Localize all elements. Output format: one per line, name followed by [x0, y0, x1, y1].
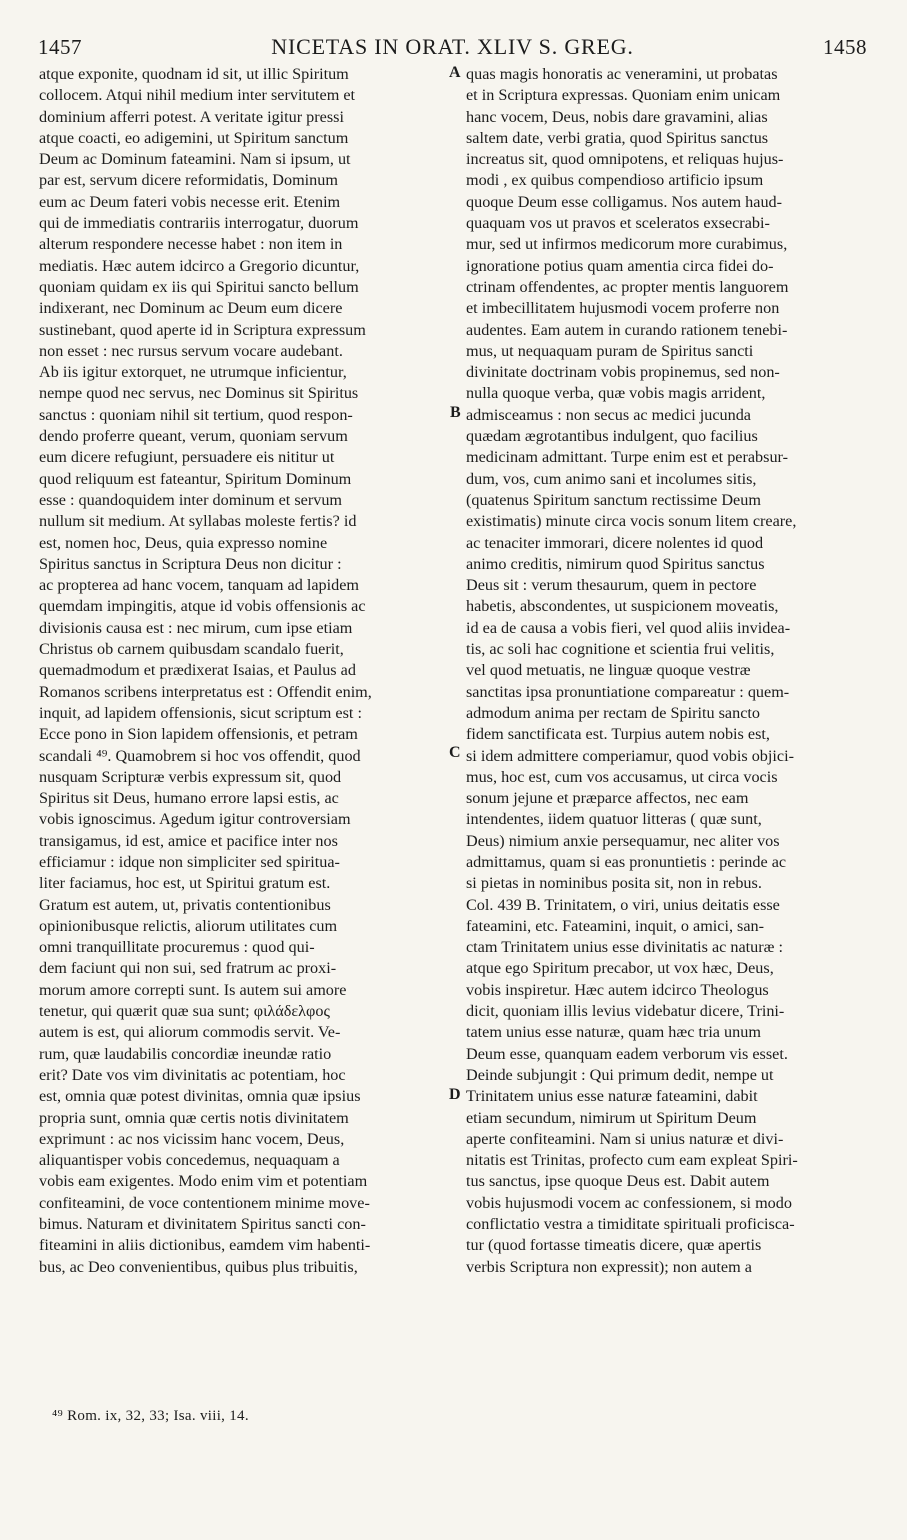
- text-line: aliquantisper vobis concedemus, nequaquam a: [39, 1151, 340, 1170]
- text-line: Deum ac Dominum fateamini. Nam si ipsum, ut: [39, 150, 351, 169]
- text-line: scandali ⁴⁹. Quamobrem si hoc vos offendit, quod: [39, 746, 361, 765]
- text-line: autem is est, qui aliorum commodis servit. Ve-: [39, 1023, 341, 1042]
- text-line: sonum jejune et præparce affectos, nec eam: [466, 789, 749, 808]
- text-line: esse : quandoquidem inter dominum et servum: [39, 490, 343, 509]
- text-line: morum amore correpti sunt. Is autem sui amore: [39, 980, 347, 999]
- text-line: Christus ob carnem quibusdam scandalo fuerit,: [39, 640, 344, 659]
- section-marker-c: C: [449, 744, 461, 761]
- text-line: Deus sit : verum thesaurum, quem in pectore: [466, 576, 757, 595]
- text-line: divinitate doctrinam vobis propinemus, sed non-: [466, 363, 780, 382]
- text-line: sanctus : quoniam nihil sit tertium, quod respon-: [39, 405, 353, 424]
- text-line: nempe quod nec servus, nec Dominus sit Spiritus: [39, 384, 359, 403]
- text-line: nusquam Scripturæ verbis expressum sit, quod: [39, 767, 342, 786]
- text-line: bimus. Naturam et divinitatem Spiritus sancti con-: [39, 1215, 366, 1234]
- text-line: propria sunt, omnia quæ certis notis divinitatem: [39, 1108, 349, 1127]
- text-line: ctrinam offendentes, ac propter mentis languorem: [466, 277, 789, 296]
- footnote: ⁴⁹ Rom. ix, 32, 33; Isa. viii, 14.: [52, 1408, 249, 1424]
- text-line: id ea de causa a vobis fieri, vel quod aliis invidea-: [466, 618, 791, 637]
- text-line: nulla quoque verba, quæ vobis magis arrident,: [466, 384, 766, 403]
- text-line: sustinebant, quod aperte id in Scriptura expressum: [39, 320, 366, 339]
- text-line: medicinam admittant. Turpe enim est et perabsur-: [466, 448, 789, 467]
- text-line: eum ac Deum fateri vobis necesse erit. Etenim: [39, 192, 341, 211]
- text-line: Deinde subjungit : Qui primum dedit, nempe ut: [466, 1065, 774, 1084]
- text-line: efficiamur : idque non simpliciter sed spiritua-: [39, 852, 340, 871]
- text-line: transigamus, id est, amice et pacifice inter nos: [39, 831, 338, 850]
- text-line: dendo proferre queant, verum, quoniam servum: [39, 427, 348, 446]
- text-line: tus sanctus, ipse quoque Deus est. Dabit autem: [466, 1172, 770, 1191]
- text-line: mediatis. Hæc autem idcirco a Gregorio dicuntur,: [39, 256, 360, 275]
- text-line: fiteamini in aliis dictionibus, eamdem vim habenti-: [39, 1236, 371, 1255]
- text-line: admodum anima per rectam de Spiritu sancto: [466, 703, 760, 722]
- text-line: admisceamus : non secus ac medici jucunda: [466, 405, 751, 424]
- text-line: alterum respondere necesse habet : non item in: [39, 235, 343, 254]
- text-line: quod reliquum est fateantur, Spiritum Dominum: [39, 469, 352, 488]
- text-line: increatus sit, quod omnipotens, et reliquas hujus-: [466, 150, 784, 169]
- text-line: vobis hujusmodi vocem ac confessionem, si modo: [466, 1193, 792, 1212]
- text-line: tis, ac soli hac cognitione et scientia frui velitis,: [466, 640, 775, 659]
- text-line: omni tranquillitate procuremus : quod qui-: [39, 938, 315, 957]
- text-line: tatem unius esse naturæ, quam hæc tria unum: [466, 1023, 761, 1042]
- text-line: Ab iis igitur extorquet, ne utrumque inficientur,: [39, 363, 347, 382]
- text-line: dominium afferri potest. A veritate igitur pressi: [39, 107, 344, 126]
- text-line: quemadmodum et prædixerat Isaias, et Paulus ad: [39, 661, 356, 680]
- text-line: tenetur, qui quærit quæ sua sunt; φιλάδελφος: [39, 1002, 330, 1021]
- text-line: et imbecillitatem hujusmodi vocem proferre non: [466, 299, 780, 318]
- text-line: admittamus, quam si eas pronuntietis : perinde ac: [466, 852, 787, 871]
- text-line: nullum sit medium. At syllabas moleste fertis? id: [39, 512, 357, 531]
- text-line: liter faciamus, hoc est, ut Spiritui gratum est.: [39, 874, 331, 893]
- text-line: dum, vos, cum animo sani et incolumes sitis,: [466, 469, 757, 488]
- text-line: Deum esse, quanquam eadem verborum vis esset.: [466, 1044, 788, 1063]
- left-column: [39, 64, 444, 1278]
- text-line: mur, sed ut infirmos medicorum more curabimus,: [466, 235, 788, 254]
- text-line: opinionibusque relictis, aliorum utilitates cum: [39, 916, 338, 935]
- text-line: indixerant, nec Dominum ac Deum eum dicere: [39, 299, 343, 318]
- text-line: vobis ignoscimus. Agedum igitur controversiam: [39, 810, 351, 829]
- text-line: atque exponite, quodnam id sit, ut illic Spiritum: [39, 65, 349, 83]
- text-line: existimatis) minute circa vocis sonum litem creare,: [466, 512, 797, 531]
- text-line: nitatis est Trinitas, profecto cum eam expleat Spiri-: [466, 1151, 798, 1170]
- text-line: collocem. Atqui nihil medium inter servitutem et: [39, 86, 356, 105]
- text-line: quaquam vos ut pravos et sceleratos exsecrabi-: [466, 214, 770, 233]
- text-line: exprimunt : ac nos vicissim hanc vocem, Deus,: [39, 1129, 345, 1148]
- text-line: Spiritus sit Deus, humano errore lapsi estis, ac: [39, 789, 339, 808]
- text-line: confiteamini, de voce contentionem minime move-: [39, 1193, 370, 1212]
- text-line: et in Scriptura expressas. Quoniam enim unicam: [466, 86, 781, 105]
- text-line: hanc vocem, Deus, nobis dare gravamini, alias: [466, 107, 768, 126]
- text-line: saltem date, verbi gratia, quod Spiritus sanctus: [466, 128, 769, 147]
- text-line: ignoratione potius quam amentia circa fidei do-: [466, 256, 774, 275]
- text-line: eum dicere refugiunt, persuadere eis nititur ut: [39, 448, 335, 467]
- section-marker-d: D: [449, 1086, 461, 1103]
- text-line: quoniam quidam ex iis qui Spiritui sancto bellum: [39, 277, 359, 296]
- text-line: si idem admittere comperiamur, quod vobis objici-: [466, 746, 794, 765]
- section-marker-b: B: [450, 404, 461, 421]
- text-line: dicit, quoniam illis levius videbatur dicere, Trini-: [466, 1002, 785, 1021]
- text-line: Trinitatem unius esse naturæ fateamini, dabit: [466, 1087, 758, 1106]
- text-line: dem faciunt qui non sui, sed fratrum ac proxi-: [39, 959, 337, 978]
- text-line: divisionis causa est : nec mirum, cum ipse etiam: [39, 618, 353, 637]
- text-line: quemdam impingitis, atque id vobis offensionis ac: [39, 597, 366, 616]
- running-title: NICETAS IN ORAT. XLIV S. GREG.: [271, 34, 634, 59]
- text-line: modi , ex quibus compendioso artificio ipsum: [466, 171, 764, 190]
- text-line: animo creditis, nimirum quod Spiritus sanctus: [466, 554, 765, 573]
- right-page-number: 1458: [822, 35, 867, 59]
- text-line: tur (quod fortasse timeatis dicere, quæ apertis: [466, 1236, 762, 1255]
- text-line: erit? Date vos vim divinitatis ac potentiam, hoc: [39, 1065, 346, 1084]
- text-line: sanctitas ipsa pronuntiatione compareatur : quem-: [466, 682, 790, 701]
- text-line: mus, ut nequaquam puram de Spiritus sancti: [466, 341, 754, 360]
- text-line: verbis Scriptura non expressit); non autem a: [466, 1257, 752, 1276]
- text-line: qui de immediatis contrariis interrogatur, duorum: [39, 214, 359, 233]
- text-line: quas magis honoratis ac veneramini, ut probatas: [466, 65, 778, 83]
- text-line: Gratum est autem, ut, privatis contentionibus: [39, 895, 331, 914]
- text-line: mus, hoc est, cum vos accusamus, ut circa vocis: [466, 767, 778, 786]
- text-line: vel quod metuatis, ne linguæ quoque vestræ: [466, 661, 751, 680]
- text-line: ac tenaciter immorari, dicere nolentes id quod: [466, 533, 764, 552]
- page-header: [38, 34, 867, 64]
- text-line: ctam Trinitatem unius esse divinitatis ac naturæ :: [466, 938, 783, 957]
- text-line: etiam secundum, nimirum ut Spiritum Deum: [466, 1108, 757, 1127]
- text-line: Romanos scribens interpretatus est : Offendit enim,: [39, 682, 372, 701]
- text-line: fidem sanctificata est. Turpius autem nobis est,: [466, 725, 770, 744]
- text-line: Col. 439 B. Trinitatem, o viri, unius deitatis esse: [466, 895, 780, 914]
- section-marker-a: A: [449, 64, 461, 81]
- text-line: rum, quæ laudabilis concordiæ ineundæ ratio: [39, 1044, 332, 1063]
- text-line: inquit, ad lapidem offensionis, sicut scriptum est :: [39, 703, 362, 722]
- text-line: Deus) nimium anxie persequamur, nec aliter vos: [466, 831, 780, 850]
- text-line: vobis inspiretur. Hæc autem idcirco Theologus: [466, 980, 769, 999]
- text-line: atque coacti, eo adigemini, ut Spiritum sanctum: [39, 128, 349, 147]
- right-column: [466, 64, 868, 1278]
- text-line: non esset : nec rursus servum vocare audebant.: [39, 341, 343, 360]
- text-line: habetis, abscondentes, ut suspicionem moveatis,: [466, 597, 779, 616]
- text-line: atque ego Spiritum precabor, ut vox hæc, Deus,: [466, 959, 774, 978]
- text-line: aperte confiteamini. Nam si unius naturæ et divi-: [466, 1129, 784, 1148]
- text-line: vobis eam exigentes. Modo enim vim et potentiam: [39, 1172, 368, 1191]
- text-line: quoque Deum esse colligamus. Nos autem haud-: [466, 192, 783, 211]
- text-line: fateamini, etc. Fateamini, inquit, o amici, san-: [466, 916, 765, 935]
- text-line: Ecce pono in Sion lapidem offensionis, et petram: [39, 725, 358, 744]
- text-line: bus, ac Deo convenientibus, quibus plus tribuitis,: [39, 1257, 358, 1276]
- text-line: (quatenus Spiritum sanctum rectissime Deum: [466, 490, 761, 509]
- text-line: est, omnia quæ potest divinitas, omnia quæ ipsius: [39, 1087, 361, 1106]
- text-line: si pietas in nominibus posita sit, non in rebus.: [466, 874, 762, 893]
- text-line: ac propterea ad hanc vocem, tanquam ad lapidem: [39, 576, 360, 595]
- text-line: est, nomen hoc, Deus, quia expresso nomine: [39, 533, 328, 552]
- text-line: audentes. Eam autem in curando rationem tenebi-: [466, 320, 788, 339]
- text-line: intendentes, iidem quatuor litteras ( quæ sunt,: [466, 810, 762, 829]
- text-line: conflictatio vestra a timiditate spirituali proficisca-: [466, 1215, 795, 1234]
- text-line: quædam ægrotantibus indulgent, quo facilius: [466, 427, 758, 446]
- text-line: par est, servum dicere reformidatis, Dominum: [39, 171, 338, 190]
- text-line: Spiritus sanctus in Scriptura Deus non dicitur :: [39, 554, 342, 573]
- left-page-number: 1457: [38, 35, 82, 59]
